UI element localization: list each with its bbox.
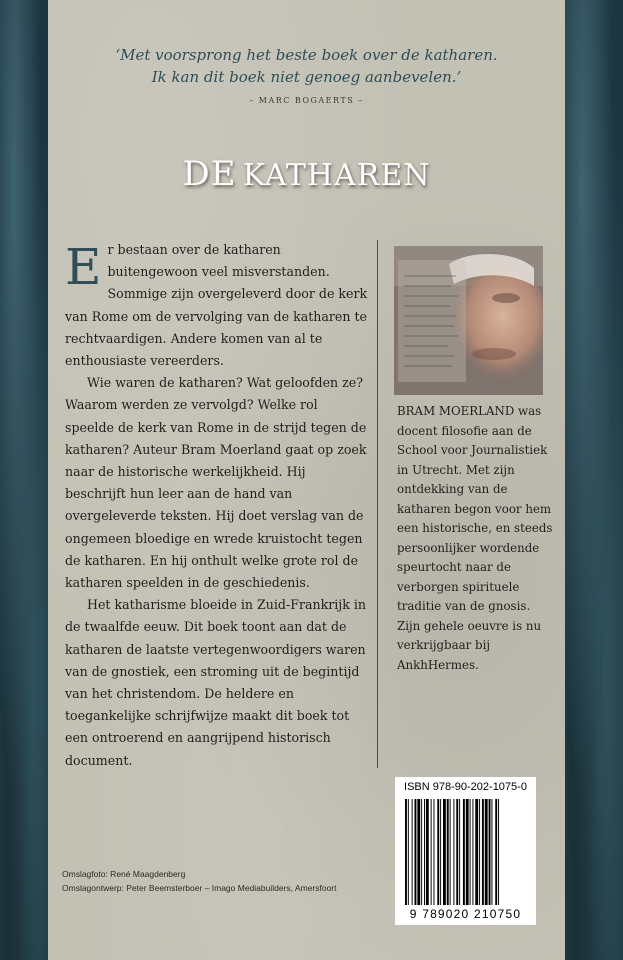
dropcap: E: [65, 238, 102, 296]
design-credit: Omslagontwerp: Peter Beemsterboer – Imago Mediabuilders, Amersfoort: [62, 883, 337, 893]
quote-line-1: ‘Met voorsprong het beste boek over de katharen.: [115, 46, 498, 64]
barcode-icon: [395, 777, 536, 925]
right-edge-texture: [565, 0, 623, 960]
author-bio: BRAM MOERLAND was docent filosofie aan de School voor Journalistiek in Utrecht. Met zijn ontdekking van de katharen begon voor hem een historische, en steeds persoonlijker wordende speurtocht naar de verborgen spirituele traditie van de gnosis. Zijn gehele oeuvre is nu verkrijgbaar bij AnkhHermes.: [397, 404, 553, 672]
author-photo: [394, 246, 543, 395]
book-title: [48, 152, 565, 202]
title-prefix: DE: [182, 154, 237, 194]
blurb-text: [65, 239, 370, 772]
column-divider: [377, 240, 378, 768]
ean-digits: 9 789020 210750: [409, 907, 522, 921]
title-main: KATHAREN: [242, 158, 431, 193]
blurb-paragraph-2: Wie waren de katharen? Wat geloofden ze? Waarom werden ze vervolgd? Welke rol speelde de kerk van Rome in de strijd tegen de katharen? Auteur Bram Moerland gaat op zoek naar de historische werkelijkheid. Hij beschrijft hun leer aan de hand van overgeleverde teksten. Hij doet verslag van de ongemeen bloedige en wrede kruistocht tegen de katharen. En hij onthult welke grote rol de katharen speelden in de geschiedenis.: [65, 375, 367, 591]
quote-attribution: – MARC BOGAERTS –: [249, 96, 364, 105]
blurb-paragraph-1-text: r bestaan over de katharen buitengewoon veel misverstanden. Sommige zijn overgeleverd door de kerk van Rome om de vervolging van de katharen te rechtvaardigen. Andere komen van al te enthousiaste vereerders.: [65, 242, 368, 369]
blurb-paragraph-1: [65, 239, 370, 372]
left-edge-texture: [0, 0, 48, 960]
endorsement-quote: [48, 44, 565, 88]
blurb-paragraph-3: Het katharisme bloeide in Zuid-Frankrijk in de twaalfde eeuw. Dit boek toont aan dat de katharen de laatste vertegenwoordigers waren van de gnostiek, een stroming uit de begintijd van het christendom. De heldere en toegankelijke schrijfwijze maakt dit boek tot een ontroerend en aangrijpend historisch document.: [65, 597, 366, 768]
quote-line-2: Ik kan dit boek niet genoeg aanbevelen.’: [151, 68, 462, 86]
photo-credit: Omslagfoto: René Maagdenberg: [62, 869, 186, 879]
isbn-label: ISBN 978-90-202-1075-0: [404, 781, 527, 793]
barcode-area: [395, 777, 536, 925]
cover-credits: [62, 867, 337, 895]
author-photo-image: [394, 246, 543, 395]
